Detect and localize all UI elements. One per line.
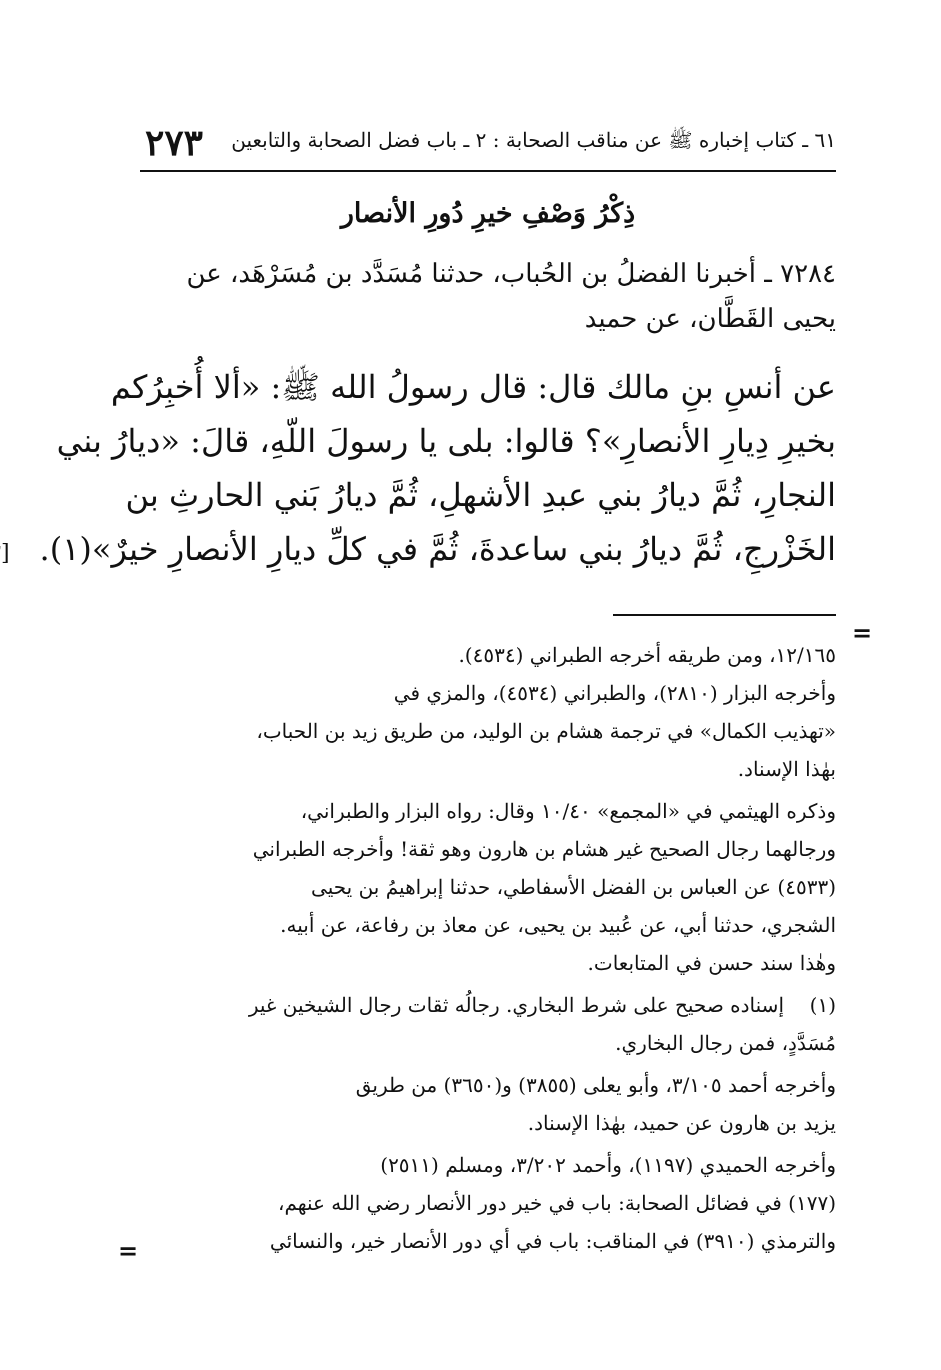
verse-reference: ] <box>0 541 10 566</box>
isnad-line: ٧٢٨٤ ـ أخبرنا الفضلُ بن الحُباب، حدثنا مُسَدَّد بن مُسَرْهَد، عن <box>186 259 836 289</box>
footnote-1 <box>140 986 836 1062</box>
footnote-separator <box>613 614 836 616</box>
matn-line: بخيرِ دِيارِ الأنصارِ»؟ قالوا: بلى يا رسولَ اللّهِ، قالَ: «ديارُ بني <box>56 422 836 460</box>
continuation-mark-top: = <box>852 618 873 647</box>
matn-line: عن أنسِ بنِ مالك قال: قال رسولُ الله ﷺ: «ألا أُخبِرُكم <box>110 368 836 406</box>
footnote-line: يزيد بن هارون عن حميد، بهٰذا الإسناد. <box>527 1111 836 1135</box>
continuation-mark-bottom: = <box>118 1236 139 1265</box>
footnote-text: إسناده صحيح على شرط البخاري. رجالُه ثقات رجال الشيخين غير <box>248 993 784 1017</box>
running-head: ٦١ ـ كتاب إخباره ﷺ عن مناقب الصحابة : ٢ ـ باب فضل الصحابة والتابعين <box>231 128 836 152</box>
footnote-line: وأخرجه أحمد ٣/١٠٥، وأبو يعلى (٣٨٥٥) و(٣٦٥٠) من طريق <box>355 1073 836 1097</box>
section-title: ذِكْرُ وَصْفِ خيرِ دُورِ الأنصار <box>340 198 636 229</box>
footnote-line: ١٢/١٦٥، ومن طريقه أخرجه الطبراني (٤٥٣٤). <box>458 643 836 667</box>
footnote-1-block <box>140 1146 836 1260</box>
footnote-number: (١) <box>809 993 836 1017</box>
footnote-line: وهٰذا سند حسن في المتابعات. <box>587 951 836 975</box>
footnote-line: مُسَدَّدٍ، فمن رجال البخاري. <box>615 1031 836 1055</box>
footnote-line: والترمذي (٣٩١٠) في المناقب: باب في أي دور الأنصار خير، والنسائي <box>269 1229 836 1253</box>
page-number: ٢٧٣ <box>145 122 204 164</box>
header-rule <box>140 170 836 172</box>
footnote-continued-block <box>140 636 836 788</box>
footnote-line: ورجالهما رجال الصحيح غير هشام بن هارون وهو ثقة! وأخرجه الطبراني <box>252 837 836 861</box>
hadith-isnad <box>140 252 836 342</box>
footnote-line: «تهذيب الكمال» في ترجمة هشام بن الوليد، من طريق زيد بن الحباب، <box>256 719 836 743</box>
footnote-line: وذكره الهيثمي في «المجمع» ١٠/٤٠ وقال: رواه البزار والطبراني، <box>300 799 836 823</box>
footnotes <box>140 632 836 1260</box>
isnad-line: يحيى القَطَّان، عن حميد <box>584 304 836 334</box>
matn-line-last <box>0 522 836 581</box>
footnote-line: (٤٥٣٣) عن العباس بن الفضل الأسفاطي، حدثنا إبراهيمُ بن يحيى <box>311 875 836 899</box>
footnote-line <box>140 986 836 1024</box>
footnote-line: وأخرجه الحميدي (١١٩٧)، وأحمد ٣/٢٠٢، ومسلم (٢٥١١) <box>380 1153 836 1177</box>
footnote-1-block <box>140 1066 836 1142</box>
matn-line: النجارِ، ثُمَّ ديارُ بني عبدِ الأشهلِ، ثُمَّ ديارُ بَني الحارثِ بن <box>125 476 836 514</box>
footnote-line: وأخرجه البزار (٢٨١٠)، والطبراني (٤٥٣٤)، والمزي في <box>393 681 836 705</box>
hadith-matn <box>0 360 836 581</box>
footnote-line: بهٰذا الإسناد. <box>737 757 836 781</box>
footnote-line: الشجري، حدثنا أبي، عن عُبيد بن يحيى، عن معاذ بن رفاعة، عن أبيه. <box>280 913 836 937</box>
footnote-line: (١٧٧) في فضائل الصحابة: باب في خير دور الأنصار رضي الله عنهم، <box>277 1191 836 1215</box>
matn-line: الخَزْرجِ، ثُمَّ ديارُ بني ساعدةَ، ثُمَّ في كلِّ ديارِ الأنصارِ خيرٌ»(١). <box>39 530 836 568</box>
footnote-continued-block <box>140 792 836 982</box>
